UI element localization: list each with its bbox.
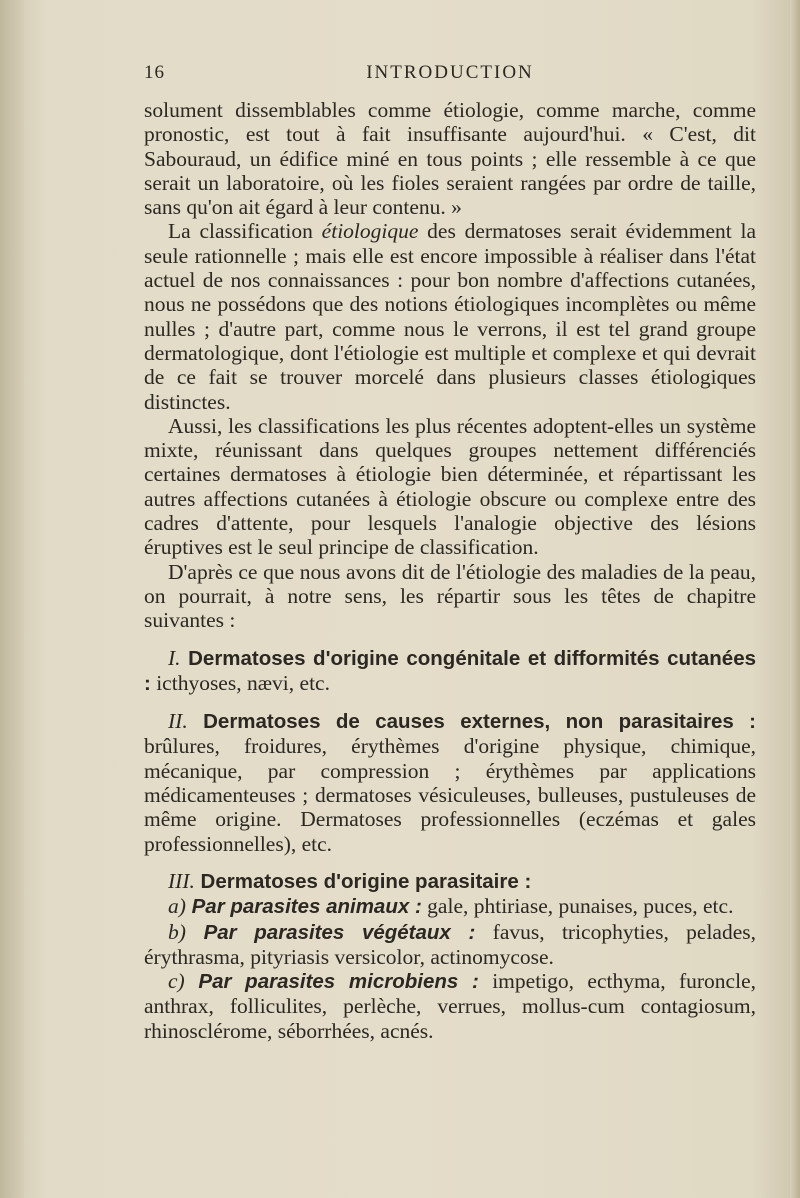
paragraph-continuation: solument dissemblables comme étiologie, comme marche, comme pronostic, est tout à fait insuffisante aujourd'hui. « C'est, dit Sabouraud, un édifice miné en tous points ; elle ressemble à ce que serait un laboratoire, où les fioles seraient rangées par ordre de taille, sans qu'on ait égard à leur contenu. »	[144, 98, 756, 220]
paragraph-chapters-intro: D'après ce que nous avons dit de l'étiologie des maladies de la peau, on pourrait, à notre sens, les répartir sous les têtes de chapitre suivantes :	[144, 559, 756, 633]
section-iii: III. Dermatoses d'origine parasitaire :	[168, 868, 532, 893]
paragraph-classification: La classification étiologique des dermatoses serait évidemment la seule rationnelle ; mais elle est encore impossible à réaliser dans l'état actuel de nos connaissances : pour bon nombre d'affections cutanées, nous ne possédons que des notions étiologiques incomplètes ou même nulles ; d'autre part, comme nous le verrons, il est tel grand groupe dermatologique, dont l'étiologie est multiple et complexe et qui devrait de ce fait se trouver morcelé dans plusieurs classes étiologiques distinctes.	[144, 219, 757, 414]
page-number: 16	[144, 62, 165, 83]
section-ii: II. Dermatoses de causes externes, non parasitaires : brûlures, froidures, érythèmes d'origine physique, chimique, mécanique, par compression ; érythèmes par applications médicamenteuses ; dermatoses vésiculeuses, bulleuses, pustuleuses de même origine. Dermatoses professionnelles (eczémas et gales professionnelles), etc.	[144, 709, 756, 856]
paragraph-mixed-system: Aussi, les classifications les plus récentes adoptent-elles un système mixte, réunissant dans quelques groupes nettement différenciés certaines dermatoses à étiologie bien déterminée, et répartissant les autres affections cutanées à étiologie obscure ou complexe entre des cadres d'attente, pour lesquels l'analogie objective des lésions éruptives est le seul principe de classification.	[144, 413, 756, 560]
page-edge	[790, 0, 800, 1198]
running-title: INTRODUCTION	[366, 62, 534, 83]
subsection-a-heading: Par parasites animaux :	[185, 895, 422, 919]
section-ii-heading: Dermatoses de causes externes, non parasitaires :	[187, 710, 756, 734]
subsection-c-heading: Par parasites microbiens :	[184, 970, 479, 994]
section-i-heading: Dermatoses d'origine congénitale et difformités cutanées :	[144, 646, 756, 695]
page-body	[144, 98, 756, 1043]
emphasis-etiologique: étiologique	[321, 219, 419, 244]
subsection-b: b) Par parasites végétaux : favus, tricophyties, pelades, érythrasma, pityriasis versicolor, actinomycose.	[144, 919, 756, 969]
section-iii-heading: Dermatoses d'origine parasitaire :	[194, 869, 532, 893]
subsection-a: a) Par parasites animaux : gale, phtiriase, punaises, puces, etc.	[168, 894, 734, 919]
running-header	[144, 62, 756, 88]
subsection-c: c) Par parasites microbiens : impetigo, ecthyma, furoncle, anthrax, folliculites, perlèche, verrues, mollus-cum contagiosum, rhinosclérome, séborrhées, acnés.	[144, 969, 756, 1043]
section-i: I. Dermatoses d'origine congénitale et difformités cutanées : icthyoses, nævi, etc.	[144, 645, 756, 695]
page-binding-shadow	[0, 0, 24, 1198]
subsection-b-heading: Par parasites végétaux :	[185, 920, 476, 944]
